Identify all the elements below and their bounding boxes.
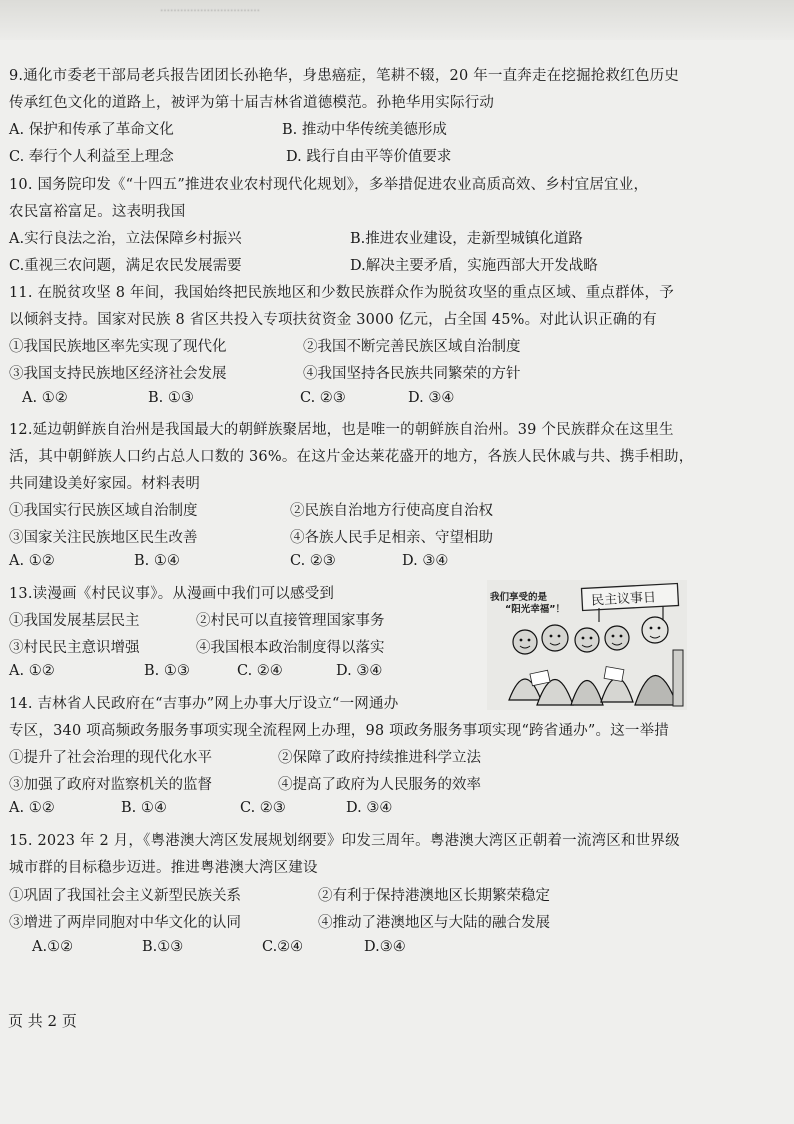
q14-option-a: A. ①② bbox=[9, 800, 55, 816]
q11-option-c: C. ②③ bbox=[300, 390, 346, 406]
q12-statement-3: ③国家关注民族地区民生改善 bbox=[9, 530, 198, 546]
q9-option-b: B. 推动中华传统美德形成 bbox=[282, 122, 447, 138]
q15-stem-line2: 城市群的目标稳步迈进。推进粤港澳大湾区建设 bbox=[9, 860, 318, 876]
q13-option-b: B. ①③ bbox=[144, 663, 190, 679]
q13-statement-3: ③村民民主意识增强 bbox=[9, 640, 140, 656]
q9-option-c: C. 奉行个人利益至上理念 bbox=[9, 149, 174, 165]
q15-option-b: B.①③ bbox=[142, 939, 184, 955]
q15-statement-4: ④推动了港澳地区与大陆的融合发展 bbox=[318, 915, 550, 931]
q14-stem-line1: 14. 吉林省人民政府在“吉事办”网上办事大厅设立“一网通办 bbox=[9, 696, 399, 712]
page-footer: 页 共 2 页 bbox=[8, 1012, 77, 1030]
q12-option-b: B. ①④ bbox=[134, 553, 180, 569]
q14-statement-1: ①提升了社会治理的现代化水平 bbox=[9, 750, 212, 766]
q11-option-b: B. ①③ bbox=[148, 390, 194, 406]
q11-statement-1: ①我国民族地区率先实现了现代化 bbox=[9, 339, 227, 355]
q10-option-a: A.实行良法之治，立法保障乡村振兴 bbox=[9, 231, 242, 247]
q10-option-b: B.推进农业建设，走新型城镇化道路 bbox=[350, 231, 583, 247]
q12-option-c: C. ②③ bbox=[290, 553, 336, 569]
q13-statement-4: ④我国根本政治制度得以落实 bbox=[196, 640, 385, 656]
q14-statement-3: ③加强了政府对监察机关的监督 bbox=[9, 777, 212, 793]
q15-statement-2: ②有利于保持港澳地区长期繁荣稳定 bbox=[318, 888, 550, 904]
q15-option-a: A.①② bbox=[32, 939, 74, 955]
q10-stem-line1: 10. 国务院印发《“十四五”推进农业农村现代化规划》，多举措促进农业高质高效、乡村宜居宜业， bbox=[9, 177, 649, 193]
q14-statement-2: ②保障了政府持续推进科学立法 bbox=[278, 750, 481, 766]
q10-stem-line2: 农民富裕富足。这表明我国 bbox=[9, 204, 186, 220]
q13-statement-1: ①我国发展基层民主 bbox=[9, 613, 140, 629]
q13-option-a: A. ①② bbox=[9, 663, 55, 679]
cartoon-speech-line1: 我们享受的是 bbox=[490, 592, 548, 603]
q11-statement-4: ④我国坚持各民族共同繁荣的方针 bbox=[303, 366, 521, 382]
q9-option-a: A. 保护和传承了革命文化 bbox=[9, 122, 174, 138]
q10-option-d: D.解决主要矛盾，实施西部大开发战略 bbox=[350, 258, 598, 274]
blurred-header-text: ………………………… bbox=[160, 3, 260, 14]
q9-stem-line1: 9.通化市委老干部局老兵报告团团长孙艳华，身患癌症，笔耕不辍，20 年一直奔走在挖掘抢救红色历史 bbox=[9, 68, 679, 84]
q11-stem-line2: 以倾斜支持。国家对民族 8 省区共投入专项扶贫资金 3000 亿元，占全国 45%。对此认识正确的有 bbox=[9, 312, 657, 328]
q15-statement-1: ①巩固了我国社会主义新型民族关系 bbox=[9, 888, 241, 904]
q15-stem-line1: 15. 2023 年 2 月，《粤港澳大湾区发展规划纲要》印发三周年。粤港澳大湾区正朝着一流湾区和世界级 bbox=[9, 833, 680, 849]
q12-statement-4: ④各族人民手足相亲、守望相助 bbox=[290, 530, 493, 546]
q11-option-a: A. ①② bbox=[22, 390, 68, 406]
q13-option-d: D. ③④ bbox=[336, 663, 383, 679]
q9-stem-line2: 传承红色文化的道路上，被评为第十届吉林省道德模范。孙艳华用实际行动 bbox=[9, 95, 495, 111]
q12-option-d: D. ③④ bbox=[402, 553, 449, 569]
q15-statement-3: ③增进了两岸同胞对中华文化的认同 bbox=[9, 915, 241, 931]
q13-option-c: C. ②④ bbox=[237, 663, 283, 679]
q11-option-d: D. ③④ bbox=[408, 390, 455, 406]
q13-statement-2: ②村民可以直接管理国家事务 bbox=[196, 613, 385, 629]
q11-statement-2: ②我国不断完善民族区域自治制度 bbox=[303, 339, 521, 355]
q15-option-c: C.②④ bbox=[262, 939, 304, 955]
q11-statement-3: ③我国支持民族地区经济社会发展 bbox=[9, 366, 227, 382]
q11-stem-line1: 11. 在脱贫攻坚 8 年间，我国始终把民族地区和少数民族群众作为脱贫攻坚的重点区域、重点群体，予 bbox=[9, 285, 674, 301]
q12-statement-1: ①我国实行民族区域自治制度 bbox=[9, 503, 198, 519]
q12-statement-2: ②民族自治地方行使高度自治权 bbox=[290, 503, 493, 519]
q14-statement-4: ④提高了政府为人民服务的效率 bbox=[278, 777, 481, 793]
q12-stem-line1: 12.延边朝鲜族自治州是我国最大的朝鲜族聚居地，也是唯一的朝鲜族自治州。39 个民族群众在这里生 bbox=[9, 422, 674, 438]
q14-stem-line2: 专区，340 项高频政务服务事项实现全流程网上办理，98 项政务服务事项实现“跨省通办”。这一举措 bbox=[9, 723, 669, 739]
cartoon-sign-text: 民主议事日 bbox=[590, 590, 657, 609]
q14-option-b: B. ①④ bbox=[121, 800, 167, 816]
cartoon-speech-line2: “阳光幸福”！ bbox=[505, 604, 565, 615]
q12-stem-line2: 活，其中朝鲜族人口约占总人口数的 36%。在这片金达莱花盛开的地方，各族人民休戚与共、携手相助， bbox=[9, 449, 694, 465]
q10-option-c: C.重视三农问题，满足农民发展需要 bbox=[9, 258, 242, 274]
village-council-cartoon bbox=[487, 580, 687, 710]
q14-option-c: C. ②③ bbox=[240, 800, 286, 816]
q14-option-d: D. ③④ bbox=[346, 800, 393, 816]
q12-option-a: A. ①② bbox=[9, 553, 55, 569]
q13-stem-line1: 13.读漫画《村民议事》。从漫画中我们可以感受到 bbox=[9, 586, 335, 602]
q12-stem-line3: 共同建设美好家园。材料表明 bbox=[9, 476, 201, 492]
q9-option-d: D. 践行自由平等价值要求 bbox=[286, 149, 452, 165]
q15-option-d: D.③④ bbox=[364, 939, 406, 955]
